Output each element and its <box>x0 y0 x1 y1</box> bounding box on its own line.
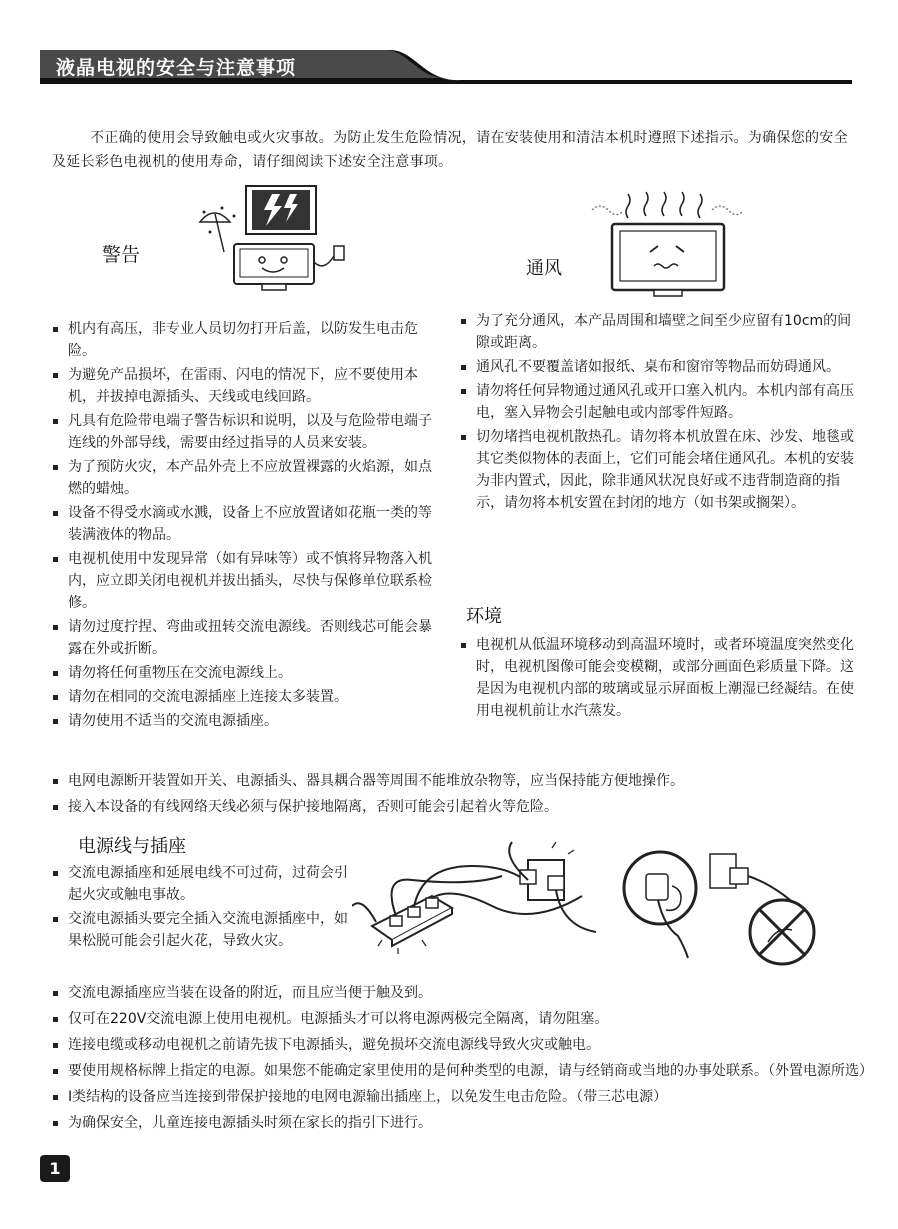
list-item: 凡具有危险带电端子警告标识和说明，以及与危险带电端子连线的外部导线，需要由经过指导的人员来安装。 <box>52 410 442 454</box>
environment-list <box>460 634 855 724</box>
ventilation-list <box>460 310 855 516</box>
list-item: 电网电源断开装置如开关、电源插头、器具耦合器等周围不能堆放杂物等，应当保持能方便地操作。 <box>52 770 862 792</box>
list-item: 设备不得受水滴或水溅，设备上不应放置诸如花瓶一类的等装满液体的物品。 <box>52 502 442 546</box>
list-item: 交流电源插座应当装在设备的附近，而且应当便于触及到。 <box>52 982 867 1004</box>
list-item: 仅可在220V交流电源上使用电视机。电源插头才可以将电源两极完全隔离，请勿阻塞。 <box>52 1008 867 1030</box>
list-item: Ⅰ类结构的设备应当连接到带保护接地的电网电源输出插座上，以免发生电击危险。（带三芯电源） <box>52 1086 867 1108</box>
warning-list <box>52 318 442 734</box>
list-item: 请勿过度拧捏、弯曲或扭转交流电源线。否则线芯可能会暴露在外或折断。 <box>52 616 442 660</box>
list-item: 为了充分通风，本产品周围和墙壁之间至少应留有10cm的间隙或距离。 <box>460 310 855 354</box>
list-item: 请勿将任何重物压在交流电源线上。 <box>52 662 442 684</box>
list-item: 电视机使用中发现异常（如有异味等）或不慎将异物落入机内，应立即关闭电视机并拔出插头，尽快与保修单位联系检修。 <box>52 548 442 614</box>
general-list <box>52 770 862 820</box>
tv-heat-illustration <box>588 190 748 302</box>
page-number: 1 <box>40 1155 70 1182</box>
list-item: 请勿在相同的交流电源插座上连接太多装置。 <box>52 686 442 708</box>
list-item: 交流电源插头要完全插入交流电源插座中，如果松脱可能会引起火花，导致火灾。 <box>52 908 352 952</box>
environment-heading: 环境 <box>466 606 502 627</box>
power-list-top <box>52 862 352 954</box>
list-item: 通风孔不要覆盖诸如报纸、桌布和窗帘等物品而妨碍通风。 <box>460 356 855 378</box>
list-item: 连接电缆或移动电视机之前请先拔下电源插头，避免损坏交流电源线导致火灾或触电。 <box>52 1034 867 1056</box>
list-item: 要使用规格标牌上指定的电源。如果您不能确定家里使用的是何种类型的电源，请与经销商或当地的办事处联系。（外置电源所选） <box>52 1060 867 1082</box>
plug-handling-illustration <box>618 846 828 966</box>
power-heading: 电源线与插座 <box>78 836 186 857</box>
list-item: 为了预防火灾，本产品外壳上不应放置裸露的火焰源，如点燃的蜡烛。 <box>52 456 442 500</box>
power-list-bottom <box>52 982 873 1136</box>
ventilation-heading: 通风 <box>526 258 562 279</box>
tv-storm-illustration <box>194 182 354 294</box>
list-item: 请勿使用不适当的交流电源插座。 <box>52 710 442 732</box>
page-title: 液晶电视的安全与注意事项 <box>56 57 297 79</box>
list-item: 为确保安全，儿童连接电源插头时须在家长的指引下进行。 <box>52 1112 867 1134</box>
intro-paragraph: 不正确的使用会导致触电或火灾事故。为防止发生危险情况，请在安装使用和清洁本机时遵照下述指示。为确保您的安全及延长彩色电视机的使用寿命，请仔细阅读下述安全注意事项。 <box>52 130 848 170</box>
overloaded-outlet-illustration <box>352 836 602 956</box>
list-item: 电视机从低温环境移动到高温环境时，或者环境温度突然变化时，电视机图像可能会变模糊，或部分画面色彩质量下降。这是因为电视机内部的玻璃或显示屏面板上潮湿已经凝结。在使用电视机前让水汽蒸发。 <box>460 634 855 722</box>
list-item: 为避免产品损坏，在雷雨、闪电的情况下，应不要使用本机，并拔掉电源插头、天线或电线回路。 <box>52 364 442 408</box>
warning-heading: 警告 <box>102 244 141 266</box>
list-item: 交流电源插座和延展电线不可过荷，过荷会引起火灾或触电事故。 <box>52 862 352 906</box>
list-item: 接入本设备的有线网络天线必须与保护接地隔离，否则可能会引起着火等危险。 <box>52 796 862 818</box>
list-item: 切勿堵挡电视机散热孔。请勿将本机放置在床、沙发、地毯或其它类似物体的表面上，它们可能会堵住通风孔。本机的安装为非内置式，因此，除非通风状况良好或不违背制造商的指示，请勿将本机安置在封闭的地方（如书架或搁架）。 <box>460 426 855 514</box>
list-item: 机内有高压，非专业人员切勿打开后盖，以防发生电击危险。 <box>52 318 442 362</box>
list-item: 请勿将任何异物通过通风孔或开口塞入机内。本机内部有高压电，塞入异物会引起触电或内部零件短路。 <box>460 380 855 424</box>
